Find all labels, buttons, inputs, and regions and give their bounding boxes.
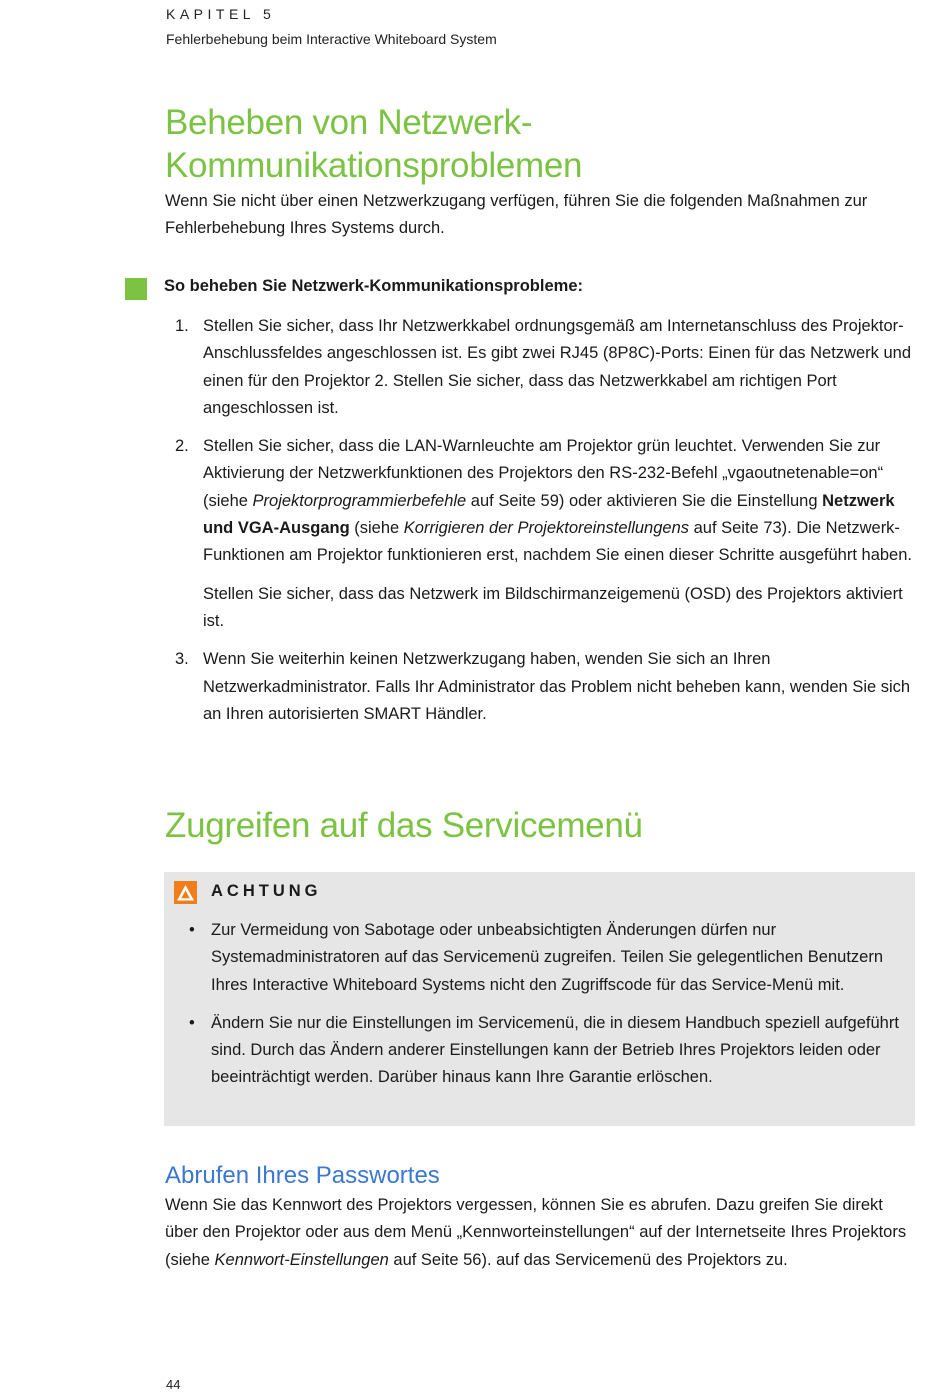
caution-icon [174, 881, 197, 904]
step-text-part: Stellen Sie sicher, dass die LAN-Warnleuchte am Projektor grün leuchtet. Verwenden Sie zur Aktivierung der Netzwerkfunktionen des Projektors den RS-232-Befehl „vgaoutnetenable=on“ (siehe [203, 437, 884, 510]
step-item [165, 313, 917, 422]
step-item [165, 433, 917, 635]
paragraph-part: Wenn Sie das Kennwort des Projektors vergessen, können Sie es abrufen. Dazu greifen Sie direkt über den Projektor oder aus dem Menü „Kennworteinstellungen“ auf der Internetseite Ihres Projektors (siehe [165, 1196, 907, 1269]
caution-list [184, 917, 910, 1103]
setting-name: Netzwerk und VGA-Ausgang [203, 491, 895, 538]
caution-title: ACHTUNG [211, 882, 322, 900]
procedure-square-icon [125, 278, 147, 300]
step-text-part: (siehe [349, 519, 404, 538]
step-text: Wenn Sie weiterhin keinen Netzwerkzugang haben, wenden Sie sich an Ihren Netzwerkadministrator. Falls Ihr Administrator das Problem nicht beheben kann, wenden Sie sich an Ihren autorisierten SMART Händler. [203, 650, 911, 723]
step-item [165, 646, 917, 728]
step-text: Stellen Sie sicher, dass Ihr Netzwerkkabel ordnungsgemäß am Internetanschluss des Projektor-Anschlussfeldes angeschlossen ist. Es gibt zwei RJ45 (8P8C)-Ports: Einen für das Netzwerk und einen für den Projektor 2. Stellen Sie sicher, dass das Netzwerkkabel am richtigen Port angeschlossen ist. [203, 317, 911, 417]
caution-item [184, 917, 910, 999]
bullet-icon: • [189, 1013, 195, 1032]
heading-line-1: Beheben von Netzwerk- [165, 103, 533, 142]
caution-box [164, 872, 915, 1126]
heading-line-2: Kommunikationsproblemen [165, 146, 583, 185]
page-number: 44 [166, 1377, 181, 1392]
chapter-label: KAPITEL 5 [166, 6, 276, 22]
caution-text: Ändern Sie nur die Einstellungen im Servicemenü, die in diesem Handbuch speziell aufgeführt sind. Durch das Ändern anderer Einstellungen kann der Betrieb Ihres Projektors leiden oder beeinträchtigt werden. Darüber hinaus kann Ihre Garantie erlöschen. [211, 1013, 899, 1087]
intro-paragraph: Wenn Sie nicht über einen Netzwerkzugang verfügen, führen Sie die folgenden Maßnahmen zur Fehlerbehebung Ihres Systems durch. [165, 192, 868, 238]
step-number: 3. [175, 650, 189, 669]
procedure-title: So beheben Sie Netzwerk-Kommunikationsprobleme: [164, 277, 583, 295]
section-heading-network [165, 101, 865, 187]
step-text [203, 433, 917, 569]
cross-reference-link[interactable]: Projektorprogrammierbefehle [252, 491, 467, 510]
procedure-steps [165, 313, 917, 739]
step-text-part: auf Seite 59) oder aktivieren Sie die Einstellung [466, 491, 823, 510]
bullet-icon: • [189, 921, 195, 939]
password-paragraph [165, 1192, 917, 1274]
section-heading-service-menu: Zugreifen auf das Servicemenü [165, 806, 643, 845]
cross-reference-link[interactable]: Kennwort-Einstellungen [214, 1250, 389, 1269]
step-number: 1. [175, 317, 189, 335]
chapter-title: Fehlerbehebung beim Interactive Whiteboard System [166, 31, 497, 47]
caution-item [184, 1010, 910, 1092]
step-number: 2. [175, 437, 189, 456]
subheading-password: Abrufen Ihres Passwortes [165, 1162, 440, 1189]
caution-text: Zur Vermeidung von Sabotage oder unbeabsichtigten Änderungen dürfen nur Systemadministratoren auf das Servicemenü zugreifen. Teilen Sie gelegentlichen Benutzern Ihres Interactive Whiteboard Systems nicht den Zugriffscode für das Service-Menü mit. [211, 921, 883, 994]
step-extra-text: Stellen Sie sicher, dass das Netzwerk im Bildschirmanzeigemenü (OSD) des Projektors aktiviert ist. [203, 584, 903, 630]
step-text-part: auf Seite 73). Die Netzwerk-Funktionen am Projektor funktionieren erst, nachdem Sie einen dieser Schritte ausgeführt haben. [203, 519, 912, 565]
cross-reference-link[interactable]: Korrigieren der Projektoreinstellungens [403, 519, 690, 538]
paragraph-part: auf Seite 56). auf das Servicemenü des Projektors zu. [388, 1250, 788, 1269]
